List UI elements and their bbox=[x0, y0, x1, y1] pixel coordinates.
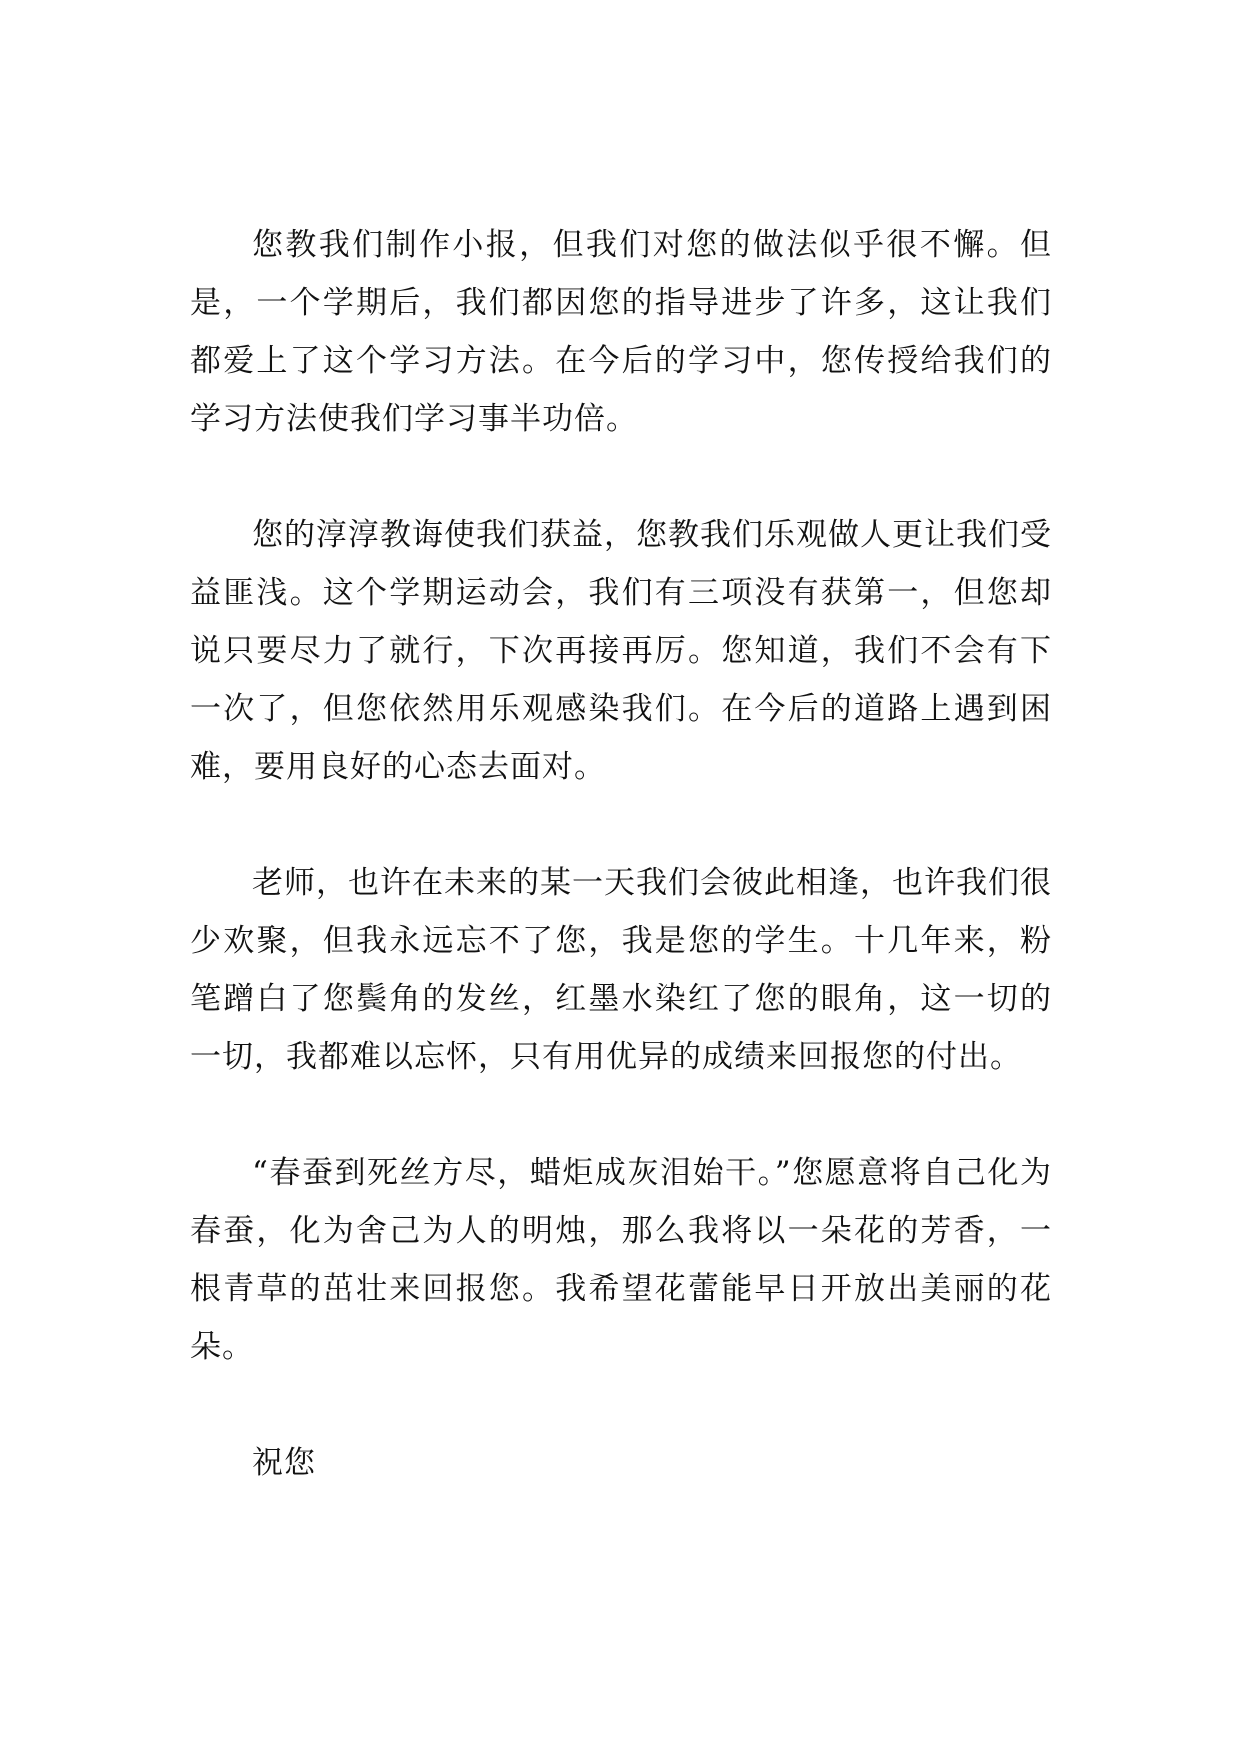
paragraph-4: “春蚕到死丝方尽，蜡炬成灰泪始干。”您愿意将自己化为春蚕，化为舍己为人的明烛，那么我将以一朵花的芳香，一根青草的茁壮来回报您。我希望花蕾能早日开放出美丽的花朵。 bbox=[190, 1155, 1052, 1365]
closing-line: 祝您 bbox=[252, 1445, 316, 1481]
paragraph-2: 您的淳淳教诲使我们获益，您教我们乐观做人更让我们受益匪浅。这个学期运动会，我们有三项没有获第一，但您却说只要尽力了就行，下次再接再厉。您知道，我们不会有下一次了，但您依然用乐观感染我们。在今后的道路上遇到困难，要用良好的心态去面对。 bbox=[190, 517, 1052, 785]
letter-body bbox=[190, 216, 1052, 1492]
paragraph-3: 老师，也许在未来的某一天我们会彼此相逢，也许我们很少欢聚，但我永远忘不了您，我是您的学生。十几年来，粉笔蹭白了您鬓角的发丝，红墨水染红了您的眼角，这一切的一切，我都难以忘怀，只有用优异的成绩来回报您的付出。 bbox=[190, 865, 1052, 1075]
paragraph-1: 您教我们制作小报，但我们对您的做法似乎很不懈。但是，一个学期后，我们都因您的指导进步了许多，这让我们都爱上了这个学习方法。在今后的学习中，您传授给我们的学习方法使我们学习事半功倍。 bbox=[190, 227, 1052, 437]
